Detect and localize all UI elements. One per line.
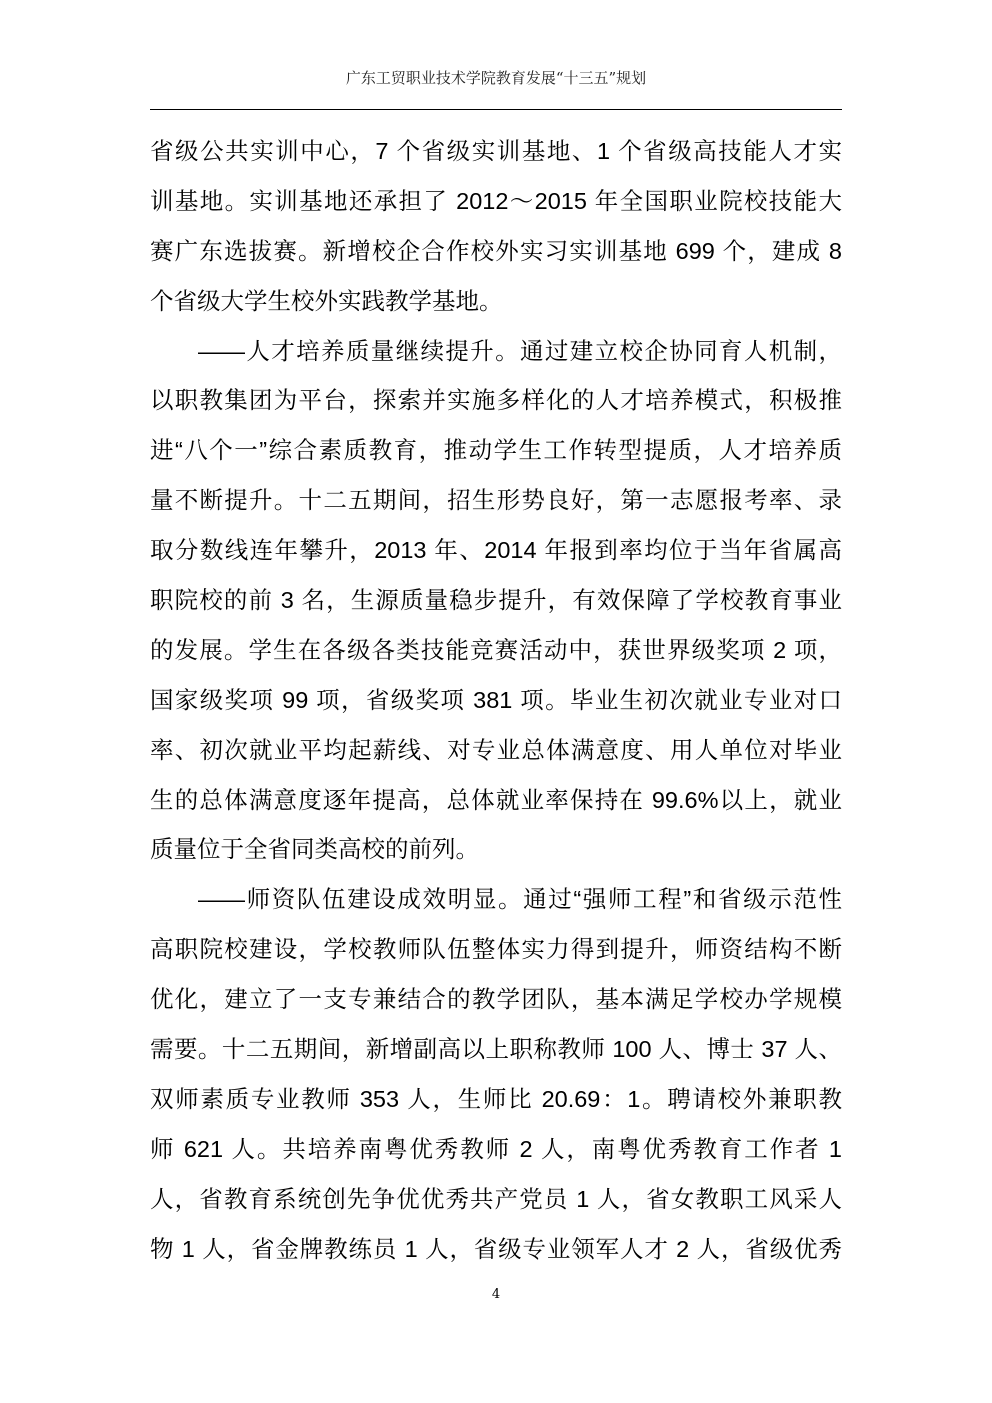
body-text-line: 个省级大学生校外实践教学基地。 [150, 287, 503, 314]
body-text-line: 生的总体满意度逐年提高，总体就业率保持在 99.6%以上，就业 [150, 786, 842, 813]
body-text-line: 人，省教育系统创先争优优秀共产党员 1 人，省女教职工风采人 [150, 1185, 842, 1212]
body-text-line: 赛广东选拔赛。新增校企合作校外实习实训基地 699 个，建成 8 [150, 237, 842, 264]
header-rule [150, 109, 842, 110]
body-text-line: 需要。十二五期间，新增副高以上职称教师 100 人、博士 37 人、 [150, 1036, 842, 1063]
body-text-line: 师 621 人。共培养南粤优秀教师 2 人，南粤优秀教育工作者 1 [150, 1135, 842, 1162]
body-text-line: 职院校的前 3 名，生源质量稳步提升，有效保障了学校教育事业 [150, 587, 842, 614]
body-text-line: 优化，建立了一支专兼结合的教学团队，基本满足学校办学规模 [150, 986, 842, 1013]
body-text-line: 高职院校建设，学校教师队伍整体实力得到提升，师资结构不断 [150, 936, 842, 963]
body-text-line: 国家级奖项 99 项，省级奖项 381 项。毕业生初次就业专业对口 [150, 686, 842, 713]
body-text-line: 省级公共实训中心，7 个省级实训基地、1 个省级高技能人才实 [150, 138, 842, 164]
body-text-line: ——人才培养质量继续提升。通过建立校企协同育人机制， [198, 337, 842, 364]
body-text-line: 以职教集团为平台，探索并实施多样化的人才培养模式，积极推 [150, 387, 842, 414]
page-number: 4 [491, 1287, 501, 1302]
body-text [150, 127, 842, 1274]
paragraph [150, 875, 842, 1274]
body-text-line: ——师资队伍建设成效明显。通过“强师工程”和省级示范性 [198, 886, 842, 913]
running-header: 广东工贸职业技术学院教育发展“十三五”规划 [345, 69, 647, 87]
paragraph [150, 127, 842, 327]
body-text-line: 物 1 人，省金牌教练员 1 人，省级专业领军人才 2 人，省级优秀 [150, 1235, 842, 1262]
body-text-line: 进“八个一”综合素质教育，推动学生工作转型提质，人才培养质 [150, 437, 842, 464]
body-text-line: 训基地。实训基地还承担了 2012～2015 年全国职业院校技能大 [150, 187, 842, 214]
paragraph [150, 327, 842, 876]
body-text-line: 双师素质专业教师 353 人，生师比 20.69：1。聘请校外兼职教 [150, 1085, 842, 1112]
body-text-line: 质量位于全省同类高校的前列。 [150, 836, 479, 863]
body-text-line: 的发展。学生在各级各类技能竞赛活动中，获世界级奖项 2 项， [150, 636, 842, 663]
body-text-line: 量不断提升。十二五期间，招生形势良好，第一志愿报考率、录 [150, 487, 842, 514]
body-text-line: 取分数线连年攀升，2013 年、2014 年报到率均位于当年省属高 [150, 537, 842, 564]
body-text-line: 率、初次就业平均起薪线、对专业总体满意度、用人单位对毕业 [150, 736, 842, 763]
